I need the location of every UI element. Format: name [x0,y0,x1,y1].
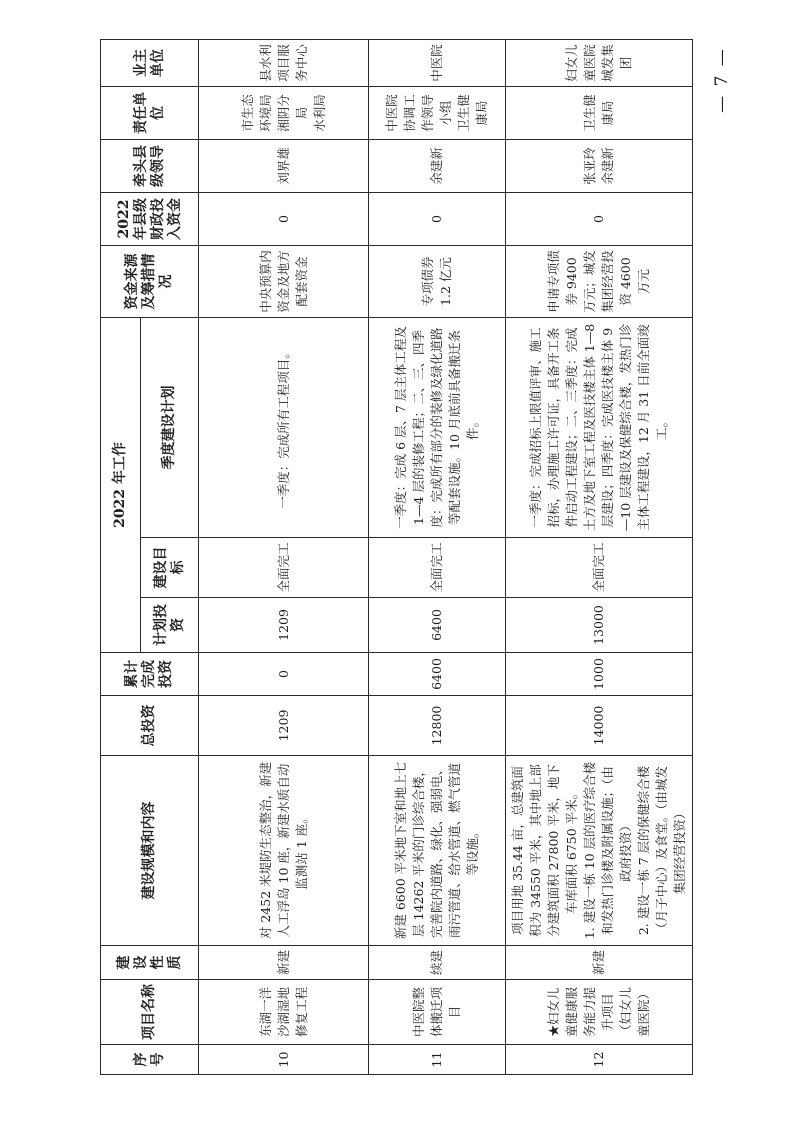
table-row [506,39,693,1074]
cell-cumulative: 0 [199,653,369,696]
cell-seq: 12 [506,1045,693,1075]
cell-scale: 项目用地 35.44 亩，总建筑面积为 34550 平米，其中地上部分建筑面积 27800 平米，地下车库面积 6750 平米。 1. 建设一栋 10 层的医疗综合楼和发热门诊楼及附属设施；（由政府投资） 2. 建设一栋 7 层的保健综合楼（月子中心）及食堂。（由城发集团经营投资） [506,756,693,946]
cell-leader: 余建新 [369,139,506,192]
cell-total: 14000 [506,696,693,756]
cell-nature: 新建 [199,946,369,980]
cell-goal: 全面完工 [506,538,693,598]
cell-county: 0 [369,192,506,245]
header-plan-invest: 计划投资 [141,598,199,653]
cell-total: 1209 [199,696,369,756]
star-icon: ★ [546,1025,561,1037]
cell-quarter: 一季度：完成所有工程项目。 [199,317,369,537]
header-seq: 序号 [101,1045,199,1075]
cell-leader: 张亚玲 余建新 [506,139,693,192]
cell-seq: 10 [199,1045,369,1075]
table-row [199,39,369,1074]
header-work-2022: 2022 年工作 [101,317,141,652]
cell-name: 中医院整体搬迁项目 [369,980,506,1045]
header-total: 总投资 [101,696,199,756]
cell-quarter: 一季度：完成招标上限值评审、施工招标，办理施工许可证，具备开工条件启动工程建设；二、三季度：完成土方及地下室工程及医技楼主体 1—8 层建设；四季度：完成医技楼主体 9—10 层建设及保健综合楼，发热门诊主体工程建设，12 月 31 日前全面竣工。 [506,317,693,537]
header-quarter-plan: 季度建设计划 [141,317,199,537]
project-table [100,39,693,1075]
cell-responsible: 市生态环境局湘阴分局 水利局 [199,86,369,139]
header-leader: 牵头县级领导 [101,139,199,192]
header-scale: 建设规模和内容 [101,756,199,946]
cell-plan: 6400 [369,598,506,653]
cell-seq: 11 [369,1045,506,1075]
cell-scale: 对 2452 米堤防生态整治，新建人工浮岛 10 座，新建水质自动监测站 1 座。 [199,756,369,946]
cell-owner: 妇女儿童医院城发集团 [506,39,693,86]
cell-county: 0 [506,192,693,245]
cell-funding: 中央预算内资金及地方配套资金 [199,245,369,317]
cell-responsible: 中医院协调工作领导小组 卫生健康局 [369,86,506,139]
cell-responsible: 卫生健康局 [506,86,693,139]
cell-owner: 中医院 [369,39,506,86]
header-row-1 [101,39,141,1074]
cell-name: 东湖一洋沙湖湿地修复工程 [199,980,369,1045]
header-name: 项目名称 [101,980,199,1045]
page-number: — 7 — [712,47,733,113]
cell-nature: 续建 [369,946,506,980]
header-county-fiscal: 2022 年县级财政投入资金 [101,192,199,245]
cell-goal: 全面完工 [369,538,506,598]
header-nature: 建设性质 [101,946,199,980]
header-cumulative: 累计完成投资 [101,653,199,696]
cell-funding: 专项债券 1.2 亿元 [369,245,506,317]
table-row [369,39,506,1074]
cell-funding: 申请专项债券 9400 万元；城发集团经营投资 4600 万元 [506,245,693,317]
cell-owner: 县水利项目服务中心 [199,39,369,86]
cell-nature: 新建 [506,946,693,980]
cell-leader: 刘界雄 [199,139,369,192]
header-owner: 业主单位 [101,39,199,86]
header-funding: 资金来源及筹措情况 [101,245,199,317]
cell-cumulative: 6400 [369,653,506,696]
cell-plan: 13000 [506,598,693,653]
cell-total: 12800 [369,696,506,756]
cell-county: 0 [199,192,369,245]
cell-name [506,980,693,1045]
cell-plan: 1209 [199,598,369,653]
cell-scale: 新建 6600 平米地下室和地上七层 14262 平米的门诊综合楼，完善院内道路、绿化、强弱电、雨污管道、给水管道、燃气管道等设施。 [369,756,506,946]
cell-goal: 全面完工 [199,538,369,598]
header-build-goal: 建设目标 [141,538,199,598]
rotated-table-wrapper [100,40,687,1075]
cell-name-text: 妇女儿童健康服务能力提升项目（妇女儿童医院） [546,987,651,1038]
cell-quarter: 一季度：完成 6 层、7 层主体工程及 1—4 层的装修工程；二、三、四季度：完成所有部分的装修及绿化道路等配套设施。10 月底前具备搬迁条件。 [369,317,506,537]
header-responsible: 责任单位 [101,86,199,139]
cell-cumulative: 1000 [506,653,693,696]
